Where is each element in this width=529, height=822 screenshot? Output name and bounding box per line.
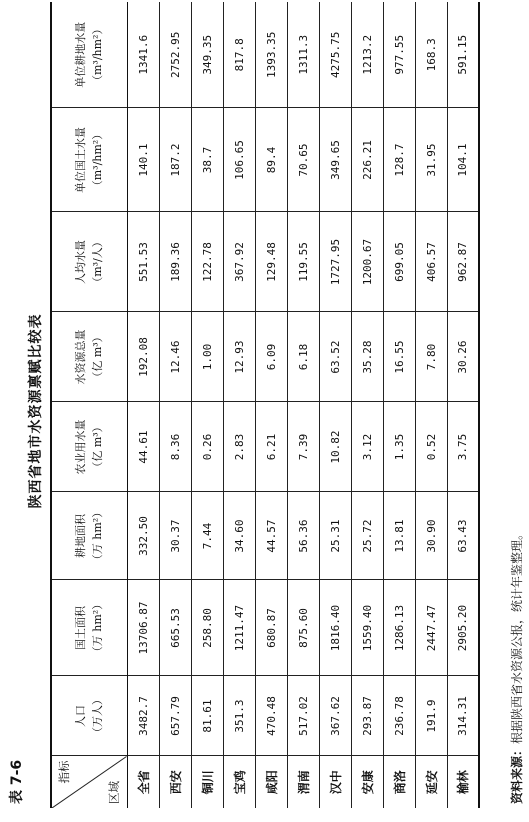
- value-cell: 70.65: [287, 108, 319, 212]
- region-cell: 安康: [351, 756, 383, 808]
- value-cell: 25.72: [351, 492, 383, 580]
- value-cell: 1213.2: [351, 2, 383, 108]
- column-unit: （m³/hm²）: [91, 128, 105, 192]
- source-note: [508, 528, 525, 804]
- value-cell: 3.12: [351, 402, 383, 492]
- value-cell: 119.55: [287, 212, 319, 312]
- value-cell: 12.46: [159, 312, 191, 402]
- region-cell: 汉中: [319, 756, 351, 808]
- table-body: [127, 2, 479, 808]
- value-cell: 2752.95: [159, 2, 191, 108]
- value-cell: 367.92: [223, 212, 255, 312]
- column-name: 国土面积: [74, 606, 88, 650]
- value-cell: 406.57: [415, 212, 447, 312]
- value-cell: 63.52: [319, 312, 351, 402]
- value-cell: 30.90: [415, 492, 447, 580]
- value-cell: 2.83: [223, 402, 255, 492]
- value-cell: 129.48: [255, 212, 287, 312]
- value-cell: 1.35: [383, 402, 415, 492]
- column-name: 水资源总量: [74, 329, 88, 385]
- column-header: [51, 402, 127, 492]
- value-cell: 314.31: [447, 676, 479, 756]
- value-cell: 1727.95: [319, 212, 351, 312]
- value-cell: 89.4: [255, 108, 287, 212]
- region-cell: 商洛: [383, 756, 415, 808]
- column-header: [51, 212, 127, 312]
- source-text: 根据陕西省水资源公报，统计年鉴整理。: [510, 527, 524, 744]
- column-unit: （亿 m³）: [91, 421, 105, 473]
- value-cell: 13706.87: [127, 580, 159, 676]
- table-row: [319, 2, 351, 808]
- value-cell: 44.61: [127, 402, 159, 492]
- value-cell: 44.57: [255, 492, 287, 580]
- value-cell: 1311.3: [287, 2, 319, 108]
- column-name: 耕地面积: [74, 514, 88, 558]
- table-row: [191, 2, 223, 808]
- value-cell: 140.1: [127, 108, 159, 212]
- value-cell: 236.78: [383, 676, 415, 756]
- value-cell: 12.93: [223, 312, 255, 402]
- column-header: [51, 312, 127, 402]
- value-cell: 258.80: [191, 580, 223, 676]
- value-cell: 192.08: [127, 312, 159, 402]
- value-cell: 16.55: [383, 312, 415, 402]
- value-cell: 6.18: [287, 312, 319, 402]
- region-cell: 渭南: [287, 756, 319, 808]
- column-header: [51, 108, 127, 212]
- value-cell: 6.21: [255, 402, 287, 492]
- value-cell: 35.28: [351, 312, 383, 402]
- value-cell: 3482.7: [127, 676, 159, 756]
- value-cell: 226.21: [351, 108, 383, 212]
- value-cell: 367.62: [319, 676, 351, 756]
- value-cell: 1200.67: [351, 212, 383, 312]
- value-cell: 2905.20: [447, 580, 479, 676]
- value-cell: 1393.35: [255, 2, 287, 108]
- value-cell: 977.55: [383, 2, 415, 108]
- value-cell: 6.09: [255, 312, 287, 402]
- value-cell: 699.05: [383, 212, 415, 312]
- value-cell: 13.81: [383, 492, 415, 580]
- value-cell: 10.82: [319, 402, 351, 492]
- value-cell: 470.48: [255, 676, 287, 756]
- value-cell: 351.3: [223, 676, 255, 756]
- table-label: 表 7-6: [9, 759, 25, 804]
- region-cell: 西安: [159, 756, 191, 808]
- region-cell: 全省: [127, 756, 159, 808]
- column-name: 农业用水量: [74, 419, 88, 475]
- value-cell: 34.60: [223, 492, 255, 580]
- column-name: 人口: [74, 705, 88, 727]
- column-name: 单位国土水量: [74, 127, 88, 193]
- value-cell: 0.26: [191, 402, 223, 492]
- value-cell: 1286.13: [383, 580, 415, 676]
- value-cell: 63.43: [447, 492, 479, 580]
- value-cell: 25.31: [319, 492, 351, 580]
- column-unit: （万人）: [91, 694, 105, 738]
- column-unit: （亿 m³）: [91, 331, 105, 383]
- table-title: 陕西省地市水资源禀赋比较表: [28, 313, 44, 509]
- source-label: 资料来源：: [510, 743, 524, 804]
- value-cell: 1816.40: [319, 580, 351, 676]
- value-cell: 38.7: [191, 108, 223, 212]
- value-cell: 81.61: [191, 676, 223, 756]
- value-cell: 680.87: [255, 580, 287, 676]
- value-cell: 332.50: [127, 492, 159, 580]
- value-cell: 551.53: [127, 212, 159, 312]
- column-unit: （m³/人）: [91, 236, 105, 288]
- value-cell: 1.00: [191, 312, 223, 402]
- value-cell: 191.9: [415, 676, 447, 756]
- region-cell: 榆林: [447, 756, 479, 808]
- value-cell: 962.87: [447, 212, 479, 312]
- value-cell: 189.36: [159, 212, 191, 312]
- value-cell: 665.53: [159, 580, 191, 676]
- table-row: [383, 2, 415, 808]
- column-header: [51, 676, 127, 756]
- value-cell: 349.65: [319, 108, 351, 212]
- value-cell: 168.3: [415, 2, 447, 108]
- table-row: [255, 2, 287, 808]
- value-cell: 30.26: [447, 312, 479, 402]
- value-cell: 817.8: [223, 2, 255, 108]
- header-row: [51, 2, 127, 808]
- value-cell: 104.1: [447, 108, 479, 212]
- value-cell: 8.36: [159, 402, 191, 492]
- column-name: 人均水量: [74, 240, 88, 284]
- value-cell: 122.78: [191, 212, 223, 312]
- region-cell: 铜川: [191, 756, 223, 808]
- corner-header: [51, 756, 127, 808]
- value-cell: 7.39: [287, 402, 319, 492]
- value-cell: 187.2: [159, 108, 191, 212]
- table-row: [415, 2, 447, 808]
- value-cell: 7.44: [191, 492, 223, 580]
- region-cell: 宝鸡: [223, 756, 255, 808]
- table-row: [351, 2, 383, 808]
- value-cell: 517.02: [287, 676, 319, 756]
- column-header: [51, 2, 127, 108]
- value-cell: 56.36: [287, 492, 319, 580]
- value-cell: 1559.40: [351, 580, 383, 676]
- table-row: [223, 2, 255, 808]
- column-unit: （万 hm²）: [91, 506, 105, 566]
- column-header: [51, 492, 127, 580]
- table-row: [127, 2, 159, 808]
- value-cell: 591.15: [447, 2, 479, 108]
- column-unit: （m³/hm²）: [91, 23, 105, 86]
- water-resources-table: [50, 2, 480, 808]
- region-cell: 延安: [415, 756, 447, 808]
- table-row: [447, 2, 479, 808]
- value-cell: 349.35: [191, 2, 223, 108]
- column-header: [51, 580, 127, 676]
- value-cell: 657.79: [159, 676, 191, 756]
- value-cell: 3.75: [447, 402, 479, 492]
- table-row: [159, 2, 191, 808]
- value-cell: 0.52: [415, 402, 447, 492]
- value-cell: 2447.47: [415, 580, 447, 676]
- value-cell: 1341.6: [127, 2, 159, 108]
- value-cell: 1211.47: [223, 580, 255, 676]
- value-cell: 4275.75: [319, 2, 351, 108]
- value-cell: 293.87: [351, 676, 383, 756]
- corner-region-label: 区域: [106, 781, 121, 804]
- value-cell: 7.80: [415, 312, 447, 402]
- column-name: 单位耕地水量: [74, 21, 88, 88]
- value-cell: 31.95: [415, 108, 447, 212]
- value-cell: 106.65: [223, 108, 255, 212]
- value-cell: 875.60: [287, 580, 319, 676]
- column-unit: （万 hm²）: [91, 598, 105, 658]
- value-cell: 128.7: [383, 108, 415, 212]
- value-cell: 30.37: [159, 492, 191, 580]
- region-cell: 咸阳: [255, 756, 287, 808]
- corner-indicator-label: 指标: [57, 760, 71, 784]
- table-row: [287, 2, 319, 808]
